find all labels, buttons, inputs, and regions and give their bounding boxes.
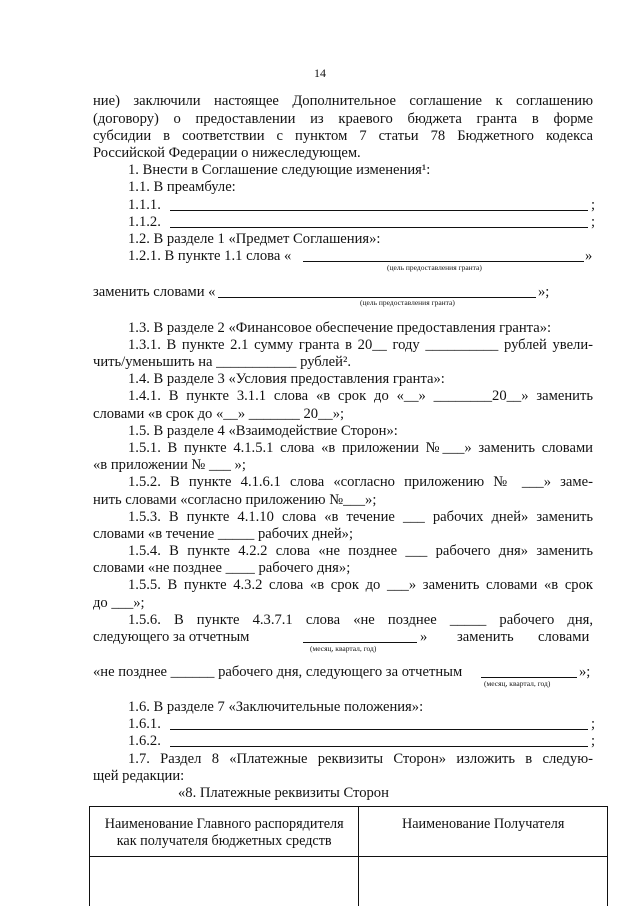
fill-line	[170, 729, 588, 730]
text-line: субсидии в соответствии с пунктом 7 статьи 78 Бюджетного кодекса	[93, 128, 593, 145]
text-line: 1.5.6. В пункте 4.3.7.1 слова «не позднее _____ рабочего дня,	[128, 612, 593, 629]
text-line: 1.3. В разделе 2 «Финансовое обеспечение предоставления гранта»:	[128, 320, 593, 337]
text-line: 1.2. В разделе 1 «Предмет Соглашения»:	[128, 231, 593, 248]
text-line: «не позднее ______ рабочего дня, следующего за отчетным	[93, 664, 493, 681]
caption: (цель предоставления гранта)	[360, 298, 455, 307]
text-line: 1.2.1. В пункте 1.1 слова «	[128, 248, 593, 265]
text-line: словами «в срок до «__» _______ 20__»;	[93, 406, 593, 423]
table-cell	[359, 857, 608, 906]
fill-line	[170, 210, 588, 211]
fill-line	[303, 642, 417, 643]
text-line: 1.6. В разделе 7 «Заключительные положения»:	[128, 699, 593, 716]
text-line: заменить словами «	[93, 284, 593, 301]
table-cell	[90, 857, 359, 906]
text-punct: »;	[538, 284, 558, 301]
caption: (цель предоставления гранта)	[387, 263, 482, 272]
text-line: 1.3.1. В пункте 2.1 сумму гранта в 20__ году __________ рублей увели-	[128, 337, 593, 354]
item-1-1-1-label: 1.1.1.	[128, 197, 593, 214]
text-line: «в приложении № ___ »;	[93, 457, 593, 474]
text-line: 1.1. В преамбуле:	[128, 179, 593, 196]
text-punct: »;	[579, 664, 599, 681]
fill-line	[170, 746, 588, 747]
text-punct: ;	[591, 716, 601, 733]
text-line: 1.5.3. В пункте 4.1.10 слова «в течение ___ рабочих дней» заменить	[128, 509, 593, 526]
item-1-6-1-label: 1.6.1.	[128, 716, 593, 733]
text-line: 1.5.4. В пункте 4.2.2 слова «не позднее ___ рабочего дня» заменить	[128, 543, 593, 560]
text-line: (договору) о предоставлении из краевого бюджета гранта в форме	[93, 111, 593, 128]
text-punct: ;	[591, 733, 601, 750]
caption: (месяц, квартал, год)	[310, 644, 376, 653]
text-line: Российской Федерации о нижеследующем.	[93, 145, 593, 162]
text-line: 1.7. Раздел 8 «Платежные реквизиты Сторон» изложить в следую-	[128, 751, 593, 768]
text-punct: ;	[591, 197, 601, 214]
text-line: 1.4. В разделе 3 «Условия предоставления гранта»:	[128, 371, 593, 388]
text-line: 1. Внести в Соглашение следующие изменения¹:	[128, 162, 593, 179]
text-punct: »	[585, 248, 595, 265]
text-line: чить/уменьшить на ___________ рублей².	[93, 354, 593, 371]
text-punct: ;	[591, 214, 601, 231]
text-line: 1.4.1. В пункте 3.1.1 слова «в срок до «__» ________20__» заменить	[128, 388, 593, 405]
text-line: 1.5.2. В пункте 4.1.6.1 слова «согласно приложению № ___» заме-	[128, 474, 593, 491]
requisites-table	[89, 806, 608, 906]
text-line: щей редакции:	[93, 768, 593, 785]
table-header-cell: Наименование Главного распорядителя как получателя бюджетных средств	[90, 807, 359, 857]
text-line: 1.5. В разделе 4 «Взаимодействие Сторон»:	[128, 423, 593, 440]
text-line: 1.5.1. В пункте 4.1.5.1 слова «в приложении №___» заменить словами	[128, 440, 593, 457]
text-line: ние) заключили настоящее Дополнительное соглашение к соглашению	[93, 93, 593, 110]
table-header-cell: Наименование Получателя	[359, 807, 608, 857]
table-header-row	[90, 807, 608, 857]
text-line: словами «не позднее ____ рабочего дня»;	[93, 560, 593, 577]
caption: (месяц, квартал, год)	[484, 679, 550, 688]
item-1-1-2-label: 1.1.2.	[128, 214, 593, 231]
table-row	[90, 857, 608, 906]
text-line: до ___»;	[93, 595, 593, 612]
page-number: 14	[0, 66, 640, 81]
text-punct: »	[420, 629, 430, 646]
fill-line	[481, 677, 577, 678]
text-line: 1.5.5. В пункте 4.3.2 слова «в срок до ___» заменить словами «в срок	[128, 577, 593, 594]
text-line: словами «в течение _____ рабочих дней»;	[93, 526, 593, 543]
text-word: словами	[538, 629, 598, 646]
text-line: следующего за отчетным	[93, 629, 293, 646]
section-heading: «8. Платежные реквизиты Сторон	[178, 785, 478, 802]
text-word: заменить	[457, 629, 517, 646]
fill-line	[170, 227, 588, 228]
text-line: нить словами «согласно приложению №___»;	[93, 492, 593, 509]
item-1-6-2-label: 1.6.2.	[128, 733, 593, 750]
fill-line	[303, 261, 584, 262]
